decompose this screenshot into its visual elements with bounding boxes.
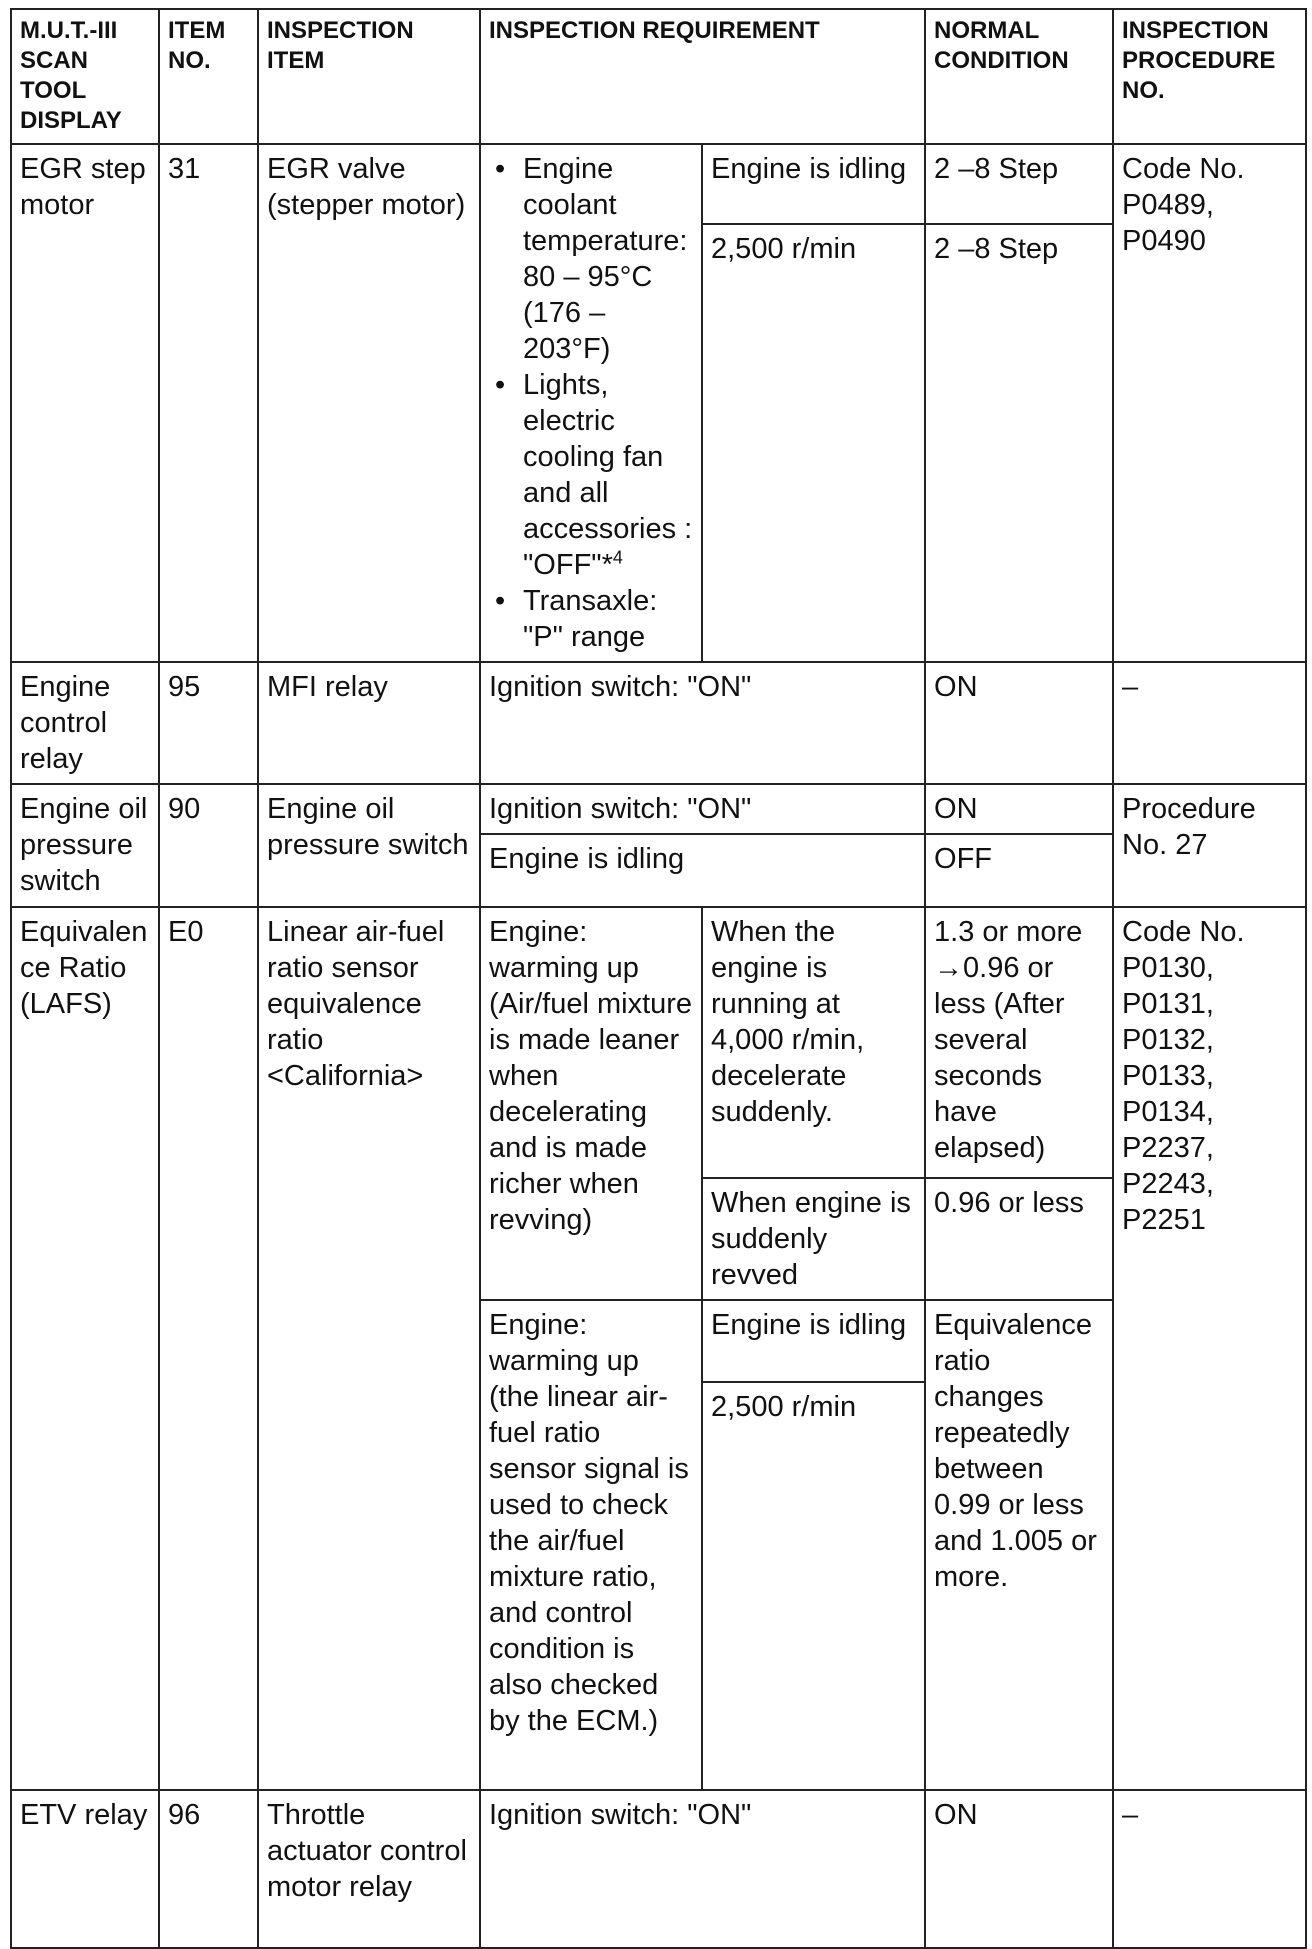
table-row	[11, 144, 1306, 224]
lafs-requirement-b: Engine: warming up (the linear air-fuel ratio sensor signal is used to check the air/fuel mixture ratio, and control condition is also checked by the ECM.)	[480, 1300, 702, 1790]
lafs-condition-a2: When engine is suddenly revved	[702, 1178, 925, 1300]
egr-condition-2: 2,500 r/min	[702, 224, 925, 662]
lafs-condition-a1: When the engine is running at 4,000 r/min, decelerate suddenly.	[702, 907, 925, 1178]
table-row	[11, 784, 1306, 834]
egr-bullet-3: • Transaxle: "P" range	[523, 583, 693, 655]
relay-item-no: 95	[159, 662, 258, 784]
footnote-ref: 4	[612, 547, 623, 568]
header-display: M.U.T.-III SCAN TOOL DISPLAY	[11, 9, 159, 144]
inspection-table	[10, 8, 1307, 1949]
lafs-requirement-a: Engine: warming up (Air/fuel mixture is made leaner when decelerating and is made richer when revving)	[480, 907, 702, 1300]
header-inspection-item: INSPECTION ITEM	[258, 9, 480, 144]
relay-item: MFI relay	[258, 662, 480, 784]
header-requirement: INSPECTION REQUIREMENT	[480, 9, 925, 144]
header-normal-condition: NORMAL CONDITION	[925, 9, 1113, 144]
egr-bullet-2	[523, 367, 693, 583]
oil-item-no: 90	[159, 784, 258, 907]
egr-bullet-2-text: Lights, electric cooling fan and all accessories : "OFF"*	[523, 369, 693, 581]
lafs-normal-a2: 0.96 or less	[925, 1178, 1113, 1300]
relay-requirement: Ignition switch: "ON"	[480, 662, 925, 784]
lafs-procedure: Code No. P0130, P0131, P0132, P0133, P0134, P2237, P2243, P2251	[1113, 907, 1306, 1790]
egr-item-no: 31	[159, 144, 258, 662]
lafs-condition-b1: Engine is idling	[702, 1300, 925, 1382]
lafs-condition-b2: 2,500 r/min	[702, 1382, 925, 1790]
oil-display: Engine oil pressure switch	[11, 784, 159, 907]
header-item-no: ITEM NO.	[159, 9, 258, 144]
etv-requirement: Ignition switch: "ON"	[480, 1790, 925, 1948]
table-row	[11, 1790, 1306, 1948]
egr-procedure: Code No. P0489, P0490	[1113, 144, 1306, 662]
relay-normal: ON	[925, 662, 1113, 784]
header-procedure: INSPECTION PROCEDURE NO.	[1113, 9, 1306, 144]
oil-item: Engine oil pressure switch	[258, 784, 480, 907]
lafs-normal-b: Equivalence ratio changes repeatedly between 0.99 or less and 1.005 or more.	[925, 1300, 1113, 1790]
egr-requirement	[480, 144, 702, 662]
lafs-item: Linear air-fuel ratio sensor equivalence ratio <California>	[258, 907, 480, 1790]
oil-procedure: Procedure No. 27	[1113, 784, 1306, 907]
oil-normal-2: OFF	[925, 834, 1113, 907]
relay-procedure: –	[1113, 662, 1306, 784]
oil-normal-1: ON	[925, 784, 1113, 834]
table-row	[11, 907, 1306, 1178]
oil-requirement-1: Ignition switch: "ON"	[480, 784, 925, 834]
etv-normal: ON	[925, 1790, 1113, 1948]
lafs-item-no: E0	[159, 907, 258, 1790]
etv-procedure: –	[1113, 1790, 1306, 1948]
egr-bullet-1: • Engine coolant temperature: 80 – 95°C (176 – 203°F)	[523, 151, 693, 367]
egr-normal-2: 2 –8 Step	[925, 224, 1113, 662]
egr-item: EGR valve (stepper motor)	[258, 144, 480, 662]
egr-condition-1: Engine is idling	[702, 144, 925, 224]
table-row	[11, 662, 1306, 784]
lafs-normal-a1: 1.3 or more →0.96 or less (After several seconds have elapsed)	[925, 907, 1113, 1178]
oil-requirement-2: Engine is idling	[480, 834, 925, 907]
etv-item-no: 96	[159, 1790, 258, 1948]
relay-display: Engine control relay	[11, 662, 159, 784]
etv-display: ETV relay	[11, 1790, 159, 1948]
lafs-display: Equivalence Ratio (LAFS)	[11, 907, 159, 1790]
header-row	[11, 9, 1306, 144]
etv-item: Throttle actuator control motor relay	[258, 1790, 480, 1948]
egr-normal-1: 2 –8 Step	[925, 144, 1113, 224]
egr-display: EGR step motor	[11, 144, 159, 662]
